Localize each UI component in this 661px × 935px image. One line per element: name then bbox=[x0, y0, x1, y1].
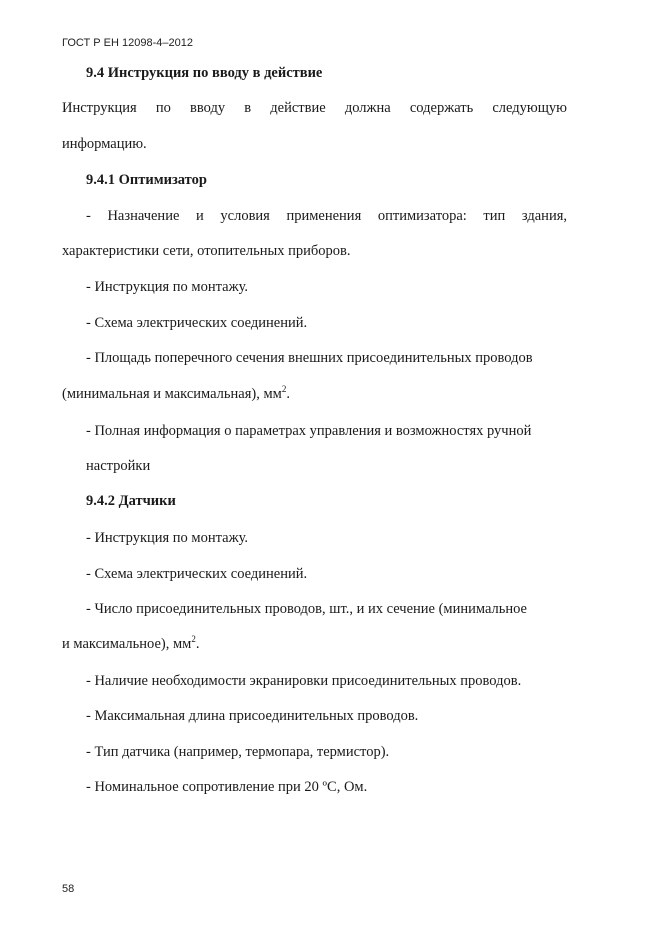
sensor-item6: - Тип датчика (например, термопара, термистор). bbox=[86, 744, 390, 760]
section-9-4-1-title: 9.4.1 Оптимизатор bbox=[86, 172, 207, 188]
sensor-item7: - Номинальное сопротивление при 20 ºС, Ом. bbox=[86, 779, 368, 795]
sensor-item3-line2: и максимальное), $мм^2$. bbox=[62, 634, 200, 652]
optimizer-item1-line2: характеристики сети, отопительных приборов. bbox=[62, 243, 351, 259]
section-9-4-intro-line1: Инструкция по вводу в действие должна содержать следующую bbox=[62, 100, 567, 116]
optimizer-item4-line2: (минимальная и максимальная), $мм^2$. bbox=[62, 384, 290, 402]
optimizer-item5-line2: настройки bbox=[86, 458, 151, 474]
section-9-4-2-title: 9.4.2 Датчики bbox=[86, 493, 176, 509]
page-number: 58 bbox=[62, 883, 75, 895]
sensor-item1: - Инструкция по монтажу. bbox=[86, 530, 249, 546]
section-9-4-intro-line2: информацию. bbox=[62, 136, 147, 152]
optimizer-item1-line1: - Назначение и условия применения оптимизатора: тип здания, bbox=[86, 208, 567, 224]
sensor-item2: - Схема электрических соединений. bbox=[86, 566, 308, 582]
section-9-4-title: 9.4 Инструкция по вводу в действие bbox=[86, 65, 323, 81]
sensor-item4: - Наличие необходимости экранировки присоединительных проводов. bbox=[86, 673, 522, 689]
sensor-item3-line1: - Число присоединительных проводов, шт., и их сечение (минимальное bbox=[86, 601, 527, 617]
optimizer-item4-line1: - Площадь поперечного сечения внешних присоединительных проводов bbox=[86, 350, 533, 366]
optimizer-item5-line1: - Полная информация о параметрах управления и возможностях ручной bbox=[86, 423, 532, 439]
page-header: ГОСТ Р ЕН 12098-4–2012 bbox=[62, 37, 193, 49]
sensor-item5: - Максимальная длина присоединительных проводов. bbox=[86, 708, 419, 724]
optimizer-item2: - Инструкция по монтажу. bbox=[86, 279, 249, 295]
optimizer-item3: - Схема электрических соединений. bbox=[86, 315, 308, 331]
